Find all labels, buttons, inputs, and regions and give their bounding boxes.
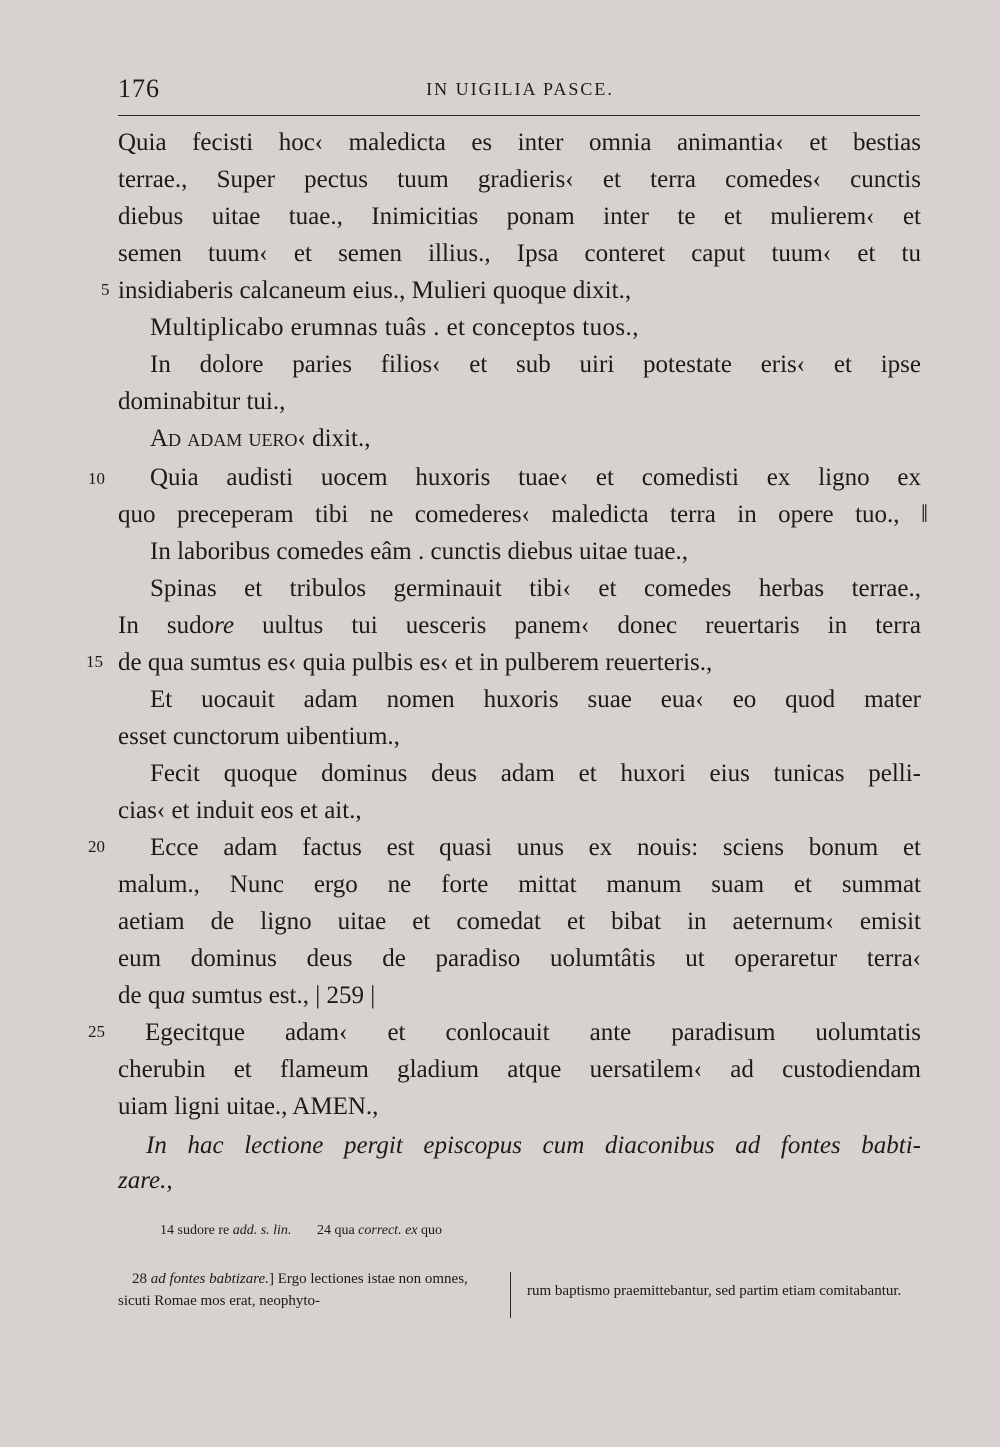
text-fragment: sumtus est., | 259 |: [185, 982, 376, 1009]
text-fragment: de qu: [118, 982, 173, 1009]
text-line: semen tuum‹ et semen illius., Ipsa conteret caput tuum‹ et tu: [118, 240, 921, 267]
text-line: esset cunctorum uibentium.,: [118, 723, 400, 750]
text-line: dominabitur tui.,: [118, 388, 286, 415]
line-number: 15: [86, 652, 103, 671]
commentary-left: [118, 1268, 498, 1312]
rubric-line: zare.,: [118, 1167, 173, 1194]
italic-fragment: re: [214, 612, 235, 639]
text-line: Multiplicabo erumnas tuâs . et conceptos tuos.,: [150, 314, 639, 341]
text-line: Spinas et tribulos germinauit tibi‹ et comedes herbas terrae.,: [150, 575, 921, 602]
text-line: Fecit quoque dominus deus adam et huxori eius tunicas pelli-: [150, 760, 921, 787]
apparatus-entry: [317, 1223, 442, 1239]
text-line: diebus uitae tuae., Inimicitias ponam inter te et mulierem‹ et: [118, 203, 921, 230]
line-number: 25: [88, 1022, 105, 1041]
text-line: malum., Nunc ergo ne forte mittat manum suam et summat: [118, 871, 921, 898]
commentary-divider: [510, 1272, 511, 1318]
running-title: IN UIGILIA PASCE.: [426, 79, 614, 99]
apparatus-entry: [160, 1223, 291, 1239]
text-line: quo preceperam tibi ne comederes‹ maledicta terra in opere tuo., ‖: [118, 501, 928, 528]
apparatus-remark: add. s. lin.: [232, 1223, 292, 1238]
apparatus-lemma: quo: [421, 1223, 442, 1238]
apparatus-line-ref: 24: [316, 1223, 331, 1238]
text-fragment: In sudo: [118, 612, 215, 639]
line-number: 20: [88, 837, 105, 856]
header-rule: [118, 115, 920, 116]
text-line: Egecitque adam‹ et conlocauit ante paradisum uolumtatis: [145, 1019, 921, 1046]
text-line: [118, 981, 921, 1011]
apparatus-remark: correct. ex: [358, 1223, 418, 1238]
text-line: eum dominus deus de paradiso uolumtâtis ut operaretur terra‹: [118, 945, 921, 972]
apparatus-lemma: qua: [334, 1223, 355, 1238]
text-line: uiam ligni uitae., AMEN.,: [118, 1093, 379, 1120]
text-line: Et uocauit adam nomen huxoris suae eua‹ eo quod mater: [150, 686, 921, 713]
rubric-line: In hac lectione pergit episcopus cum diaconibus ad fontes babti-: [146, 1132, 921, 1159]
text-line: Quia fecisti hoc‹ maledicta es inter omnia animantia‹ et bestias: [118, 129, 921, 156]
commentary-line-ref: 28: [132, 1271, 147, 1287]
text-fragment: uultus tui uesceris panem‹ donec reuertaris in terra: [234, 612, 921, 639]
italic-fragment: a: [172, 982, 186, 1009]
text-line: terrae., Super pectus tuum gradieris‹ et terra comedes‹ cunctis: [118, 166, 921, 193]
text-line: Ecce adam factus est quasi unus ex nouis: sciens bonum et: [150, 834, 921, 861]
text-line: cias‹ et induit eos et ait.,: [118, 797, 362, 824]
text-fragment: dixit.,: [305, 425, 371, 452]
text-line: aetiam de ligno uitae et comedat et bibat in aeternum‹ emisit: [118, 908, 921, 935]
small-caps-phrase: Ad adam uero‹: [150, 425, 306, 452]
apparatus-notes: [160, 1223, 464, 1239]
text-line: In dolore paries filios‹ et sub uiri potestate eris‹ et ipse: [150, 351, 921, 378]
commentary-text: ] Ergo lectiones istae non omnes, sicuti Romae mos erat, neophyto-: [118, 1271, 468, 1309]
commentary-right: rum baptismo praemittebantur, sed partim etiam comitabantur.: [527, 1283, 902, 1299]
text-line: de qua sumtus es‹ quia pulbis es‹ et in pulberem reuerteris.,: [118, 649, 713, 676]
line-number: 10: [88, 469, 105, 488]
text-line: insidiaberis calcaneum eius., Mulieri quoque dixit.,: [118, 277, 632, 304]
text-line: [150, 424, 953, 454]
commentary-lemma: ad fontes babtizare.: [150, 1271, 269, 1287]
text-line: cherubin et flameum gladium atque uersatilem‹ ad custodiendam: [118, 1056, 921, 1083]
text-line: Quia audisti uocem huxoris tuae‹ et comedisti ex ligno ex: [150, 464, 921, 491]
apparatus-line-ref: 14: [160, 1223, 174, 1238]
line-number: 5: [101, 280, 110, 299]
text-line: In laboribus comedes eâm . cunctis diebus uitae tuae.,: [150, 538, 689, 565]
text-line: [118, 611, 921, 641]
page-number: 176: [118, 74, 160, 103]
apparatus-lemma: sudore re: [177, 1223, 230, 1238]
